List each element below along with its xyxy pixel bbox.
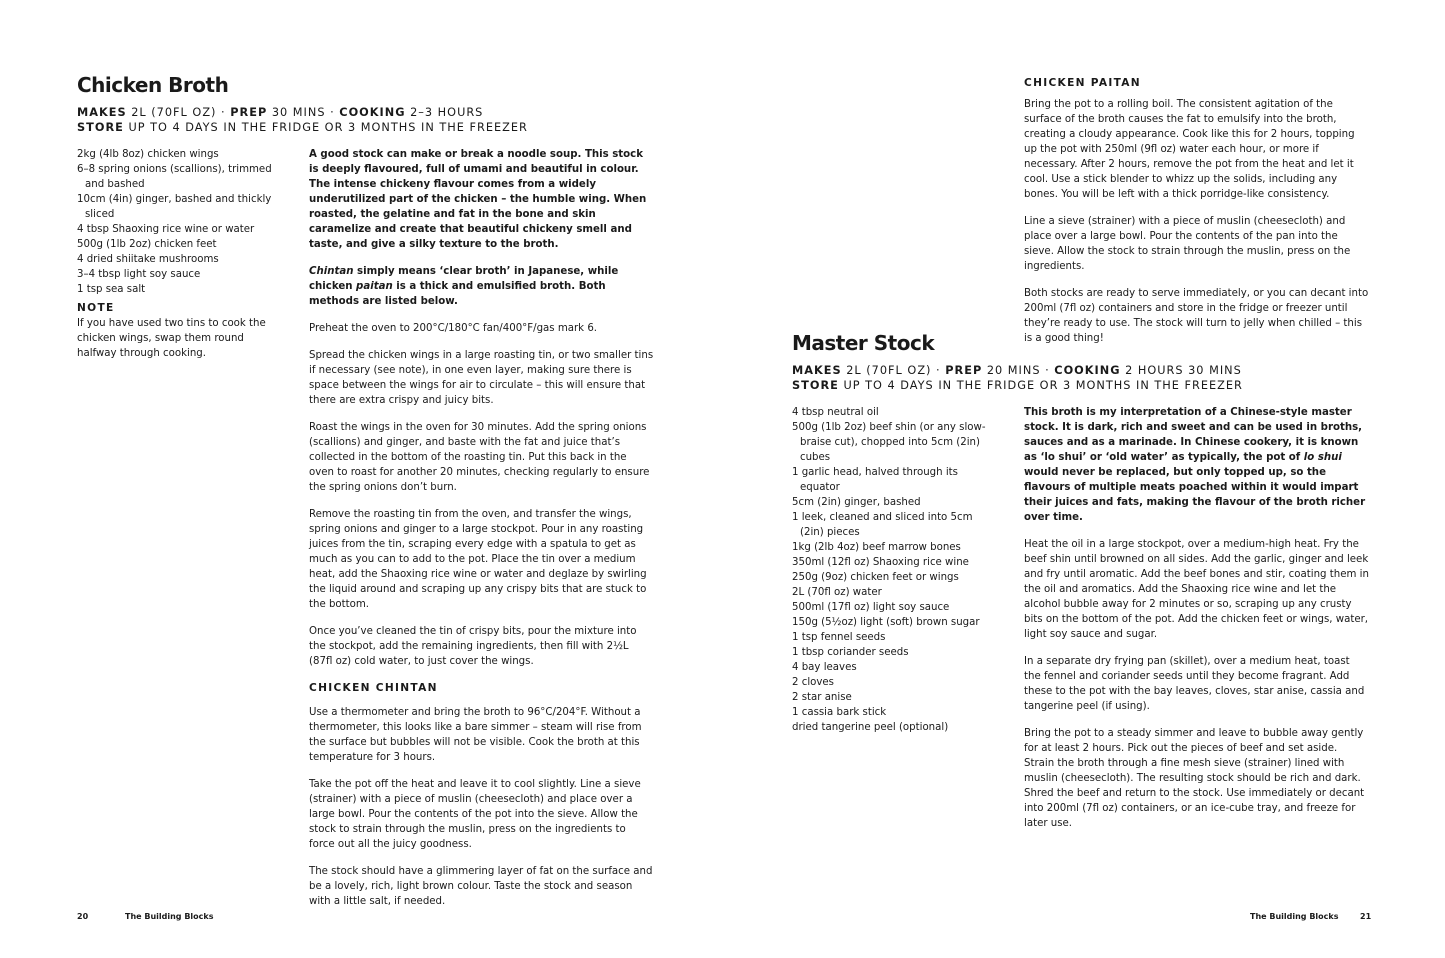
- ingredient-item: 3–4 tbsp light soy sauce: [77, 269, 201, 280]
- prep-label: PREP: [230, 106, 268, 119]
- ingredient-item: 10cm (4in) ginger, bashed and thickly sliced: [77, 194, 272, 220]
- method-step: Roast the wings in the oven for 30 minutes. Add the spring onions (scallions) and ginger, and baste with the fat and juice that’s collected in the bottom of the roasting tin. Put this back in the oven to roast for another 20 minutes, checking regularly to ensure the spring onions don’t burn.: [309, 422, 650, 493]
- note-text: If you have used two tins to cook the chicken wings, swap them round halfway through cooking.: [77, 318, 266, 359]
- chintan-heading: CHICKEN CHINTAN: [309, 682, 438, 694]
- section-name-left: The Building Blocks: [125, 912, 214, 921]
- recipe-title-chicken-broth: Chicken Broth: [77, 73, 229, 97]
- intro-text: simply means ‘clear broth’ in Japanese, while chicken: [309, 266, 619, 292]
- makes-value: 2L (70FL OZ): [131, 106, 217, 119]
- cooking-value: 2 HOURS 30 MINS: [1125, 364, 1242, 377]
- method-step: Spread the chicken wings in a large roasting tin, or two smaller tins if necessary (see note), in one even layer, making sure there is space between the wings for air to circulate – this will ensure that there are extra crispy and juicy bits.: [309, 350, 654, 406]
- method-step: Remove the roasting tin from the oven, and transfer the wings, spring onions and ginger to a large stockpot. Pour in any roasting juices from the tin, scraping every edge with a spatula to get as much as you can to add to the pot. Place the tin over a medium heat, add the Shaoxing rice wine or water and deglaze by swirling the liquid around and scraping up any crispy bits that are stuck to the bottom.: [309, 509, 647, 610]
- page-number-right: 21: [1360, 912, 1372, 921]
- makes-label: MAKES: [792, 364, 842, 377]
- term-lo-shui: lo shui: [1303, 452, 1342, 463]
- intro-paragraph: A good stock can make or break a noodle soup. This stock is deeply flavoured, full of umami and beautiful in colour. The intense chickeny flavour comes from a widely underutilized part of the chicken – the humble wing. When roasted, the gelatine and fat in the bone and skin caramelize and create that beautiful chickeny smell and taste, and give a silky texture to the broth.: [309, 149, 647, 250]
- ingredient-item: 5cm (2in) ginger, bashed: [792, 497, 921, 508]
- ingredient-item: 4 tbsp neutral oil: [792, 407, 879, 418]
- ingredient-item: 500ml (17fl oz) light soy sauce: [792, 602, 950, 613]
- ingredients-column: [792, 405, 992, 735]
- ingredient-item: 350ml (12fl oz) Shaoxing rice wine: [792, 557, 969, 568]
- method-step: Heat the oil in a large stockpot, over a medium-high heat. Fry the beef shin until browned on all sides. Add the garlic, ginger and leek and fry until aromatic. Add the beef bones and stir, coating them in the oil and aromatics. Add the Shaoxing rice wine and let the alcohol bubble away for 2 minutes or so, scraping up any crusty bits on the bottom of the pot. Add the chicken feet or wings, water, light soy sauce and sugar.: [1024, 539, 1369, 640]
- method-column: [309, 147, 654, 921]
- recipe-meta: MAKES 2L (70FL OZ) · PREP 20 MINS · COOKING 2 HOURS 30 MINS STORE UP TO 4 DAYS IN THE FRIDGE OR 3 MONTHS IN THE FREEZER: [792, 364, 1243, 392]
- ingredient-item: 2L (70fl oz) water: [792, 587, 882, 598]
- prep-label: PREP: [945, 364, 983, 377]
- intro-paragraph: [1024, 405, 1369, 525]
- ingredient-item: dried tangerine peel (optional): [792, 722, 949, 733]
- method-step: Preheat the oven to 200°C/180°C fan/400°F/gas mark 6.: [309, 323, 598, 334]
- ingredient-item: 4 tbsp Shaoxing rice wine or water: [77, 224, 255, 235]
- method-step: In a separate dry frying pan (skillet), over a medium heat, toast the fennel and coriander seeds until they become fragrant. Add these to the pot with the bay leaves, cloves, star anise, cassia and tangerine peel (if using).: [1024, 656, 1365, 712]
- ingredients-column: [77, 147, 277, 361]
- ingredient-item: 2 cloves: [792, 677, 834, 688]
- method-step: The stock should have a glimmering layer of fat on the surface and be a lovely, rich, light brown colour. Taste the stock and season with a little salt, if needed.: [309, 866, 653, 907]
- intro-text: This broth is my interpretation of a Chinese-style master stock. It is dark, rich and sweet and can be used in broths, sauces and as a marinade. In Chinese cookery, it is known as ‘lo shui’ or ‘old water’ as typically, the pot of: [1024, 407, 1363, 463]
- ingredient-item: 1 leek, cleaned and sliced into 5cm (2in) pieces: [792, 512, 973, 538]
- intro-text: is a thick and emulsified broth. Both methods are listed below.: [309, 281, 606, 307]
- term-chintan: Chintan: [309, 266, 354, 277]
- store-value: UP TO 4 DAYS IN THE FRIDGE OR 3 MONTHS IN THE FREEZER: [128, 121, 528, 134]
- ingredient-list: [77, 147, 277, 297]
- term-paitan: paitan: [356, 281, 393, 292]
- ingredient-item: 1 tsp sea salt: [77, 284, 146, 295]
- store-label: STORE: [77, 121, 124, 134]
- recipe-meta: MAKES 2L (70FL OZ) · PREP 30 MINS · COOKING 2–3 HOURS STORE UP TO 4 DAYS IN THE FRIDGE OR 3 MONTHS IN THE FREEZER: [77, 106, 528, 134]
- ingredient-item: 500g (1lb 2oz) chicken feet: [77, 239, 217, 250]
- ingredient-item: 1 tbsp coriander seeds: [792, 647, 909, 658]
- cooking-label: COOKING: [1054, 364, 1121, 377]
- ingredient-item: 1 tsp fennel seeds: [792, 632, 886, 643]
- intro-text: would never be replaced, but only topped up, so the flavours of multiple meats poached within it would impart their juices and fats, making the flavour of the broth richer over time.: [1024, 467, 1366, 523]
- ingredient-item: 2kg (4lb 8oz) chicken wings: [77, 149, 219, 160]
- intro-paragraph-2: [309, 264, 654, 309]
- section-name-right: The Building Blocks: [1250, 912, 1339, 921]
- ingredient-item: 6–8 spring onions (scallions), trimmed and bashed: [77, 164, 272, 190]
- ingredient-item: 250g (9oz) chicken feet or wings: [792, 572, 959, 583]
- ingredient-item: 150g (5½oz) light (soft) brown sugar: [792, 617, 980, 628]
- prep-value: 30 MINS: [271, 106, 326, 119]
- store-value: UP TO 4 DAYS IN THE FRIDGE OR 3 MONTHS IN THE FREEZER: [843, 379, 1243, 392]
- cooking-label: COOKING: [339, 106, 406, 119]
- page-number-left: 20: [77, 912, 89, 921]
- makes-value: 2L (70FL OZ): [846, 364, 932, 377]
- ingredient-item: 500g (1lb 2oz) beef shin (or any slow-braise cut), chopped into 5cm (2in) cubes: [792, 422, 986, 463]
- note-label: NOTE: [77, 302, 115, 314]
- method-step: Bring the pot to a steady simmer and leave to bubble away gently for at least 2 hours. Pick out the pieces of beef and set aside. Strain the broth through a fine mesh sieve (strainer) lined with muslin (cheesecloth). The resulting stock should be rich and dark. Shred the beef and return to the stock. Use immediately or decant into 200ml (7fl oz) containers, or an ice-cube tray, and freeze for later use.: [1024, 728, 1365, 829]
- cooking-value: 2–3 HOURS: [410, 106, 484, 119]
- ingredient-item: 4 bay leaves: [792, 662, 857, 673]
- method-step: Use a thermometer and bring the broth to 96°C/204°F. Without a thermometer, this looks like a bare simmer – steam will rise from the surface but bubbles will not be visible. Cook the broth at this temperature for 3 hours.: [309, 707, 642, 763]
- method-step: Line a sieve (strainer) with a piece of muslin (cheesecloth) and place over a large bowl. Pour the contents of the pan into the sieve. Allow the stock to strain through the muslin, press on the ingredients.: [1024, 216, 1351, 272]
- paitan-column: [1024, 76, 1369, 358]
- ingredient-item: 1 garlic head, halved through its equator: [792, 467, 958, 493]
- ingredient-item: 2 star anise: [792, 692, 852, 703]
- ingredient-list: [792, 405, 992, 735]
- ingredient-item: 4 dried shiitake mushrooms: [77, 254, 219, 265]
- paitan-heading: CHICKEN PAITAN: [1024, 77, 1141, 89]
- ingredient-item: 1 cassia bark stick: [792, 707, 887, 718]
- method-step: Bring the pot to a rolling boil. The consistent agitation of the surface of the broth causes the fat to emulsify into the broth, creating a cloudy appearance. Cook like this for 2 hours, topping up the pot with 250ml (9fl oz) water each hour, or more if necessary. After 2 hours, remove the pot from the heat and let it cool. Use a stick blender to whizz up the solids, including any bones. You will be left with a thick porridge-like consistency.: [1024, 99, 1355, 200]
- ingredient-item: 1kg (2lb 4oz) beef marrow bones: [792, 542, 961, 553]
- method-column: [1024, 405, 1369, 843]
- method-step: Once you’ve cleaned the tin of crispy bits, pour the mixture into the stockpot, add the remaining ingredients, then fill with 2½L (87fl oz) cold water, to just cover the wings.: [309, 626, 637, 667]
- prep-value: 20 MINS: [986, 364, 1041, 377]
- makes-label: MAKES: [77, 106, 127, 119]
- recipe-title-master-stock: Master Stock: [792, 331, 935, 355]
- store-label: STORE: [792, 379, 839, 392]
- method-step: Take the pot off the heat and leave it to cool slightly. Line a sieve (strainer) with a piece of muslin (cheesecloth) and place over a large bowl. Pour the contents of the pot into the sieve. Allow the stock to strain through the muslin, press on the ingredients to force out all the juicy goodness.: [309, 779, 641, 850]
- method-step: Both stocks are ready to serve immediately, or you can decant into 200ml (7fl oz) containers and store in the fridge or freezer until they’re ready to use. The stock will turn to jelly when chilled – this is a good thing!: [1024, 288, 1369, 344]
